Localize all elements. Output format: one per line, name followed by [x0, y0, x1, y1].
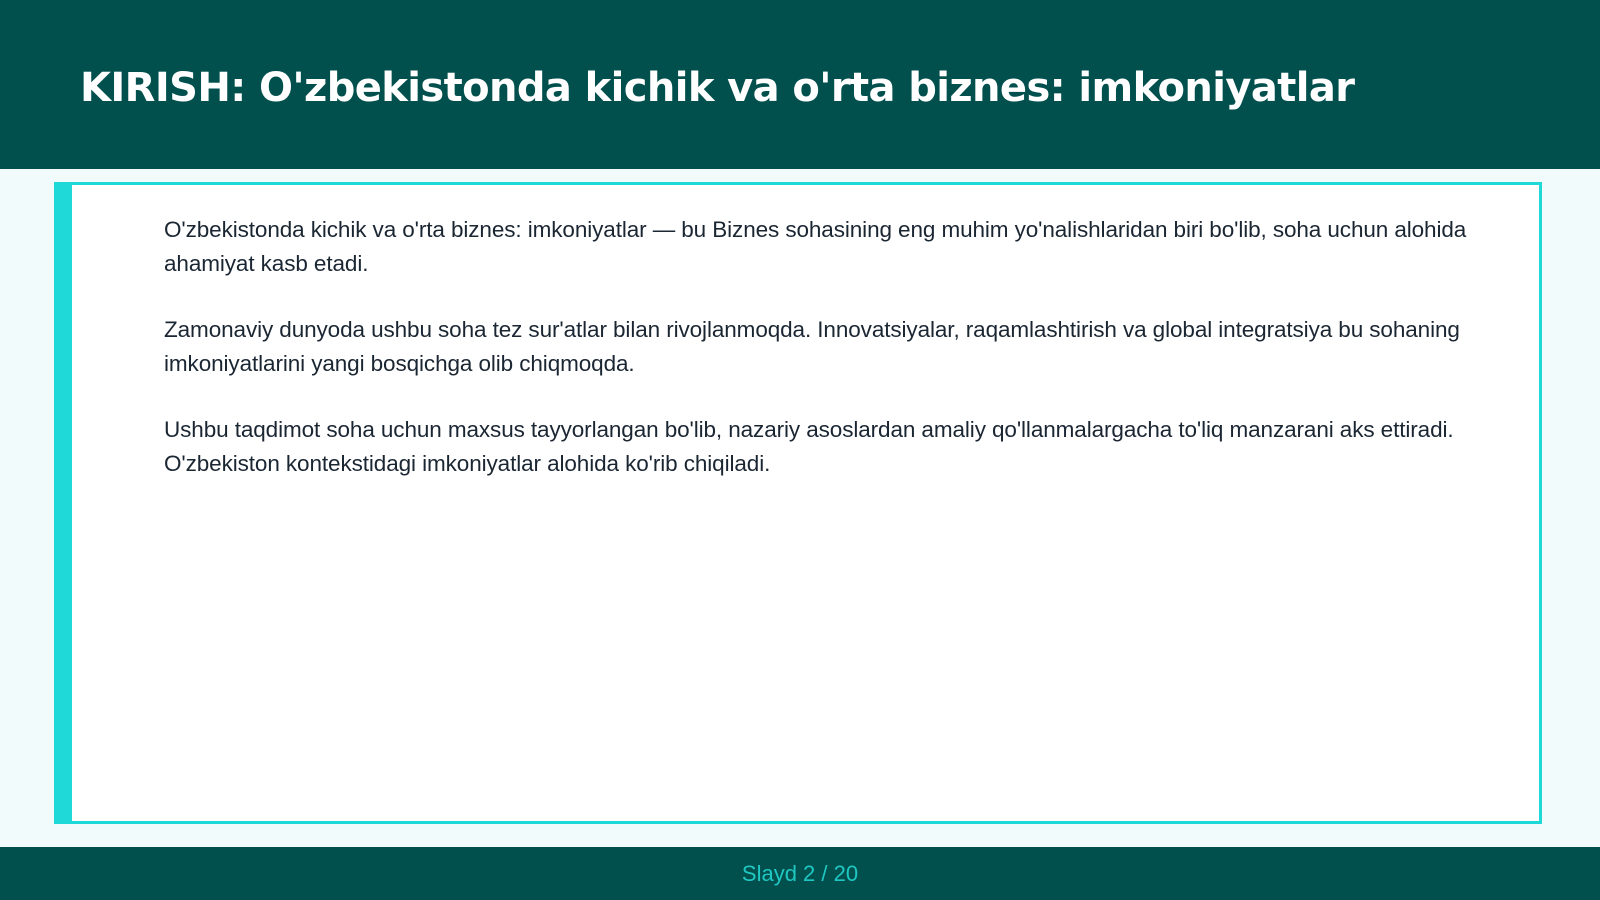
slide-counter: Slayd 2 / 20 — [741, 861, 859, 886]
slide-footer — [0, 847, 1600, 900]
body-paragraph-1: O'zbekistonda kichik va o'rta biznes: imkoniyatlar — bu Biznes sohasining eng muhim yo'nalishlaridan biri bo'lib, soha uchun alohida ahamiyat kasb etadi. — [164, 217, 1467, 276]
content-card — [54, 182, 1542, 824]
body-paragraph-3: Ushbu taqdimot soha uchun maxsus tayyorlangan bo'lib, nazariy asoslardan amaliy qo'llanmalargacha to'liq manzarani aks ettiradi. O'zbekiston kontekstidagi imkoniyatlar alohida ko'rib chiqiladi. — [164, 417, 1454, 476]
slide-title: KIRISH: O'zbekistonda kichik va o'rta biznes: imkoniyatlar — [80, 65, 1355, 111]
slide-header — [0, 0, 1600, 169]
body-paragraph-2: Zamonaviy dunyoda ushbu soha tez sur'atlar bilan rivojlanmoqda. Innovatsiyalar, raqamlashtirish va global integratsiya bu sohaning imkoniyatlarini yangi bosqichga olib chiqmoqda. — [164, 317, 1460, 376]
